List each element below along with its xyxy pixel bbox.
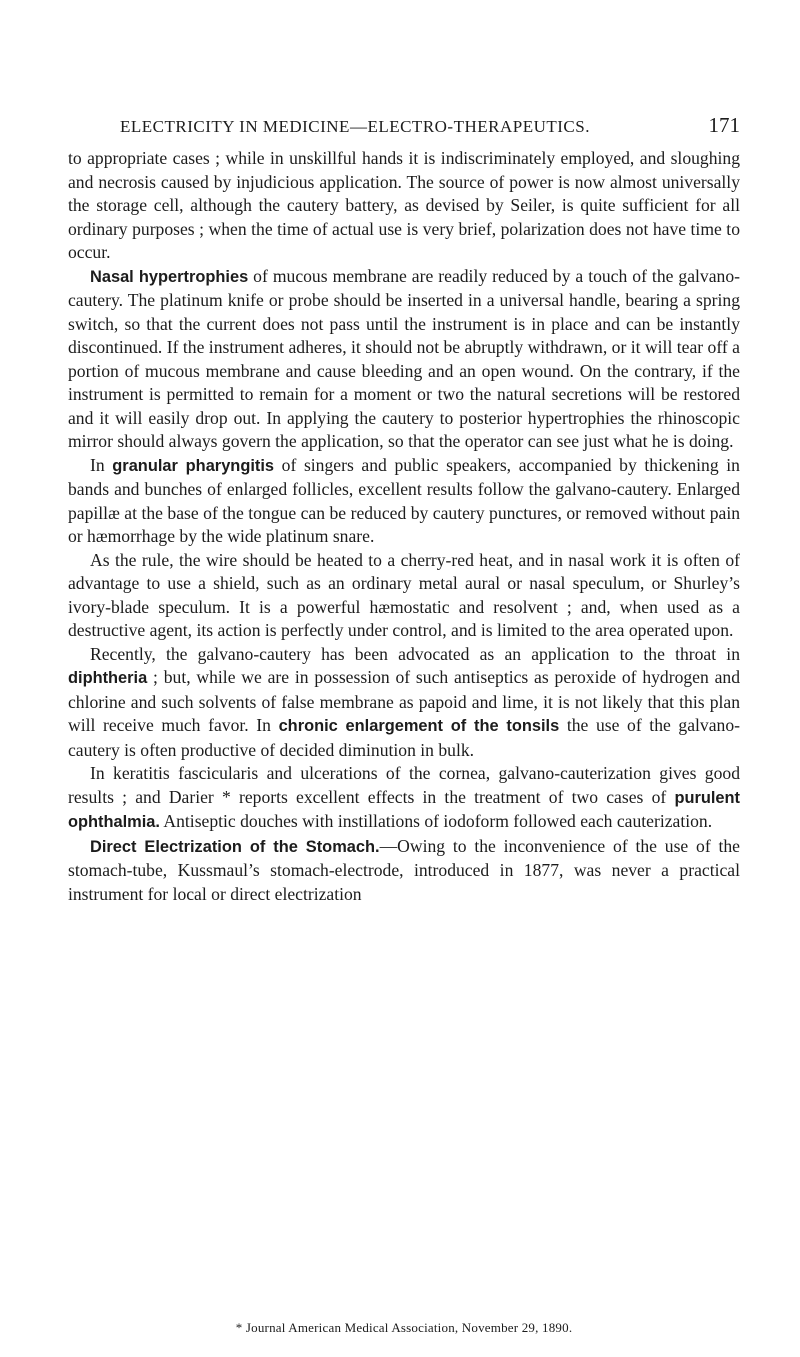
bold-term: chronic enlargement of the tonsils — [278, 717, 560, 735]
text-run: In — [90, 454, 113, 475]
bold-term: diphtheria — [68, 669, 148, 687]
text-run: the use of the galvano-cautery is often productive of decided diminution in bulk. — [68, 715, 740, 760]
text-run: of mucous membrane are readily reduced by a touch of the galvano-cautery. The platinum knife or probe should be inserted in a universal handle, bearing a spring switch, so that the current does not pass until the instrument is in place and can be instantly discontinued. If the instrument adheres, it should not be abruptly withdrawn, or it will tear off a portion of mucous membrane and cause bleeding and an open wound. On the contrary, if the instrument is permitted to remain for a moment or two the natural secretions will be restored and it will easily drop out. In applying the cautery to posterior hypertrophies the rhinoscopic mirror should always govern the application, so that the operator can see just what he is doing. — [68, 265, 740, 451]
text-run: As the rule, the wire should be heated to a cherry-red heat, and in nasal work it is often of advantage to use a shield, such as an ordinary metal aural or nasal speculum, or Shurley’s ivory-blade speculum. It is a powerful hæmostatic and resolvent ; and, when used as a destructive agent, its action is perfectly under control, and is limited to the area operated upon. — [68, 549, 740, 640]
text-run: Antiseptic douches with instillations of iodoform followed each cauterization. — [159, 811, 713, 831]
text-run: In keratitis fascicularis and ulcerations of the cornea, galvano-cauterization gives good results ; and Darier * reports excellent effects in the treatment of two cases of — [68, 763, 740, 807]
paragraph — [68, 454, 740, 549]
paragraph — [68, 265, 740, 454]
bold-term: purulent ophthalmia. — [68, 788, 740, 831]
running-title: ELECTRICITY IN MEDICINE—ELECTRO-THERAPEUTICS. — [120, 117, 590, 136]
text-run: Recently, the galvano-cautery has been advocated as an application to the throat in — [90, 643, 740, 664]
page-number: 171 — [708, 113, 740, 137]
bold-term: Nasal hypertrophies — [90, 267, 249, 286]
footnote: * Journal American Medical Association, November 29, 1890. — [235, 1320, 573, 1335]
paragraph — [68, 762, 740, 835]
text-run: —Owing to the inconvenience of the use of the stomach-tube, Kussmaul’s stomach-electrode, introduced in 1877, was never a practical instrument for local or direct electrization — [68, 835, 740, 904]
text-run: to appropriate cases ; while in unskillful hands it is indiscriminately employed, and sloughing and necrosis caused by injudicious application. The source of power is now almost universally the storage cell, although the cautery battery, as devised by Seiler, is quite sufficient for all ordinary purposes ; when the time of actual use is very brief, polarization does not have time to occur. — [68, 148, 740, 262]
bold-term: granular pharyngitis — [112, 456, 275, 475]
paragraph — [68, 835, 740, 907]
paragraph — [68, 643, 740, 763]
bold-term: Direct Electrization of the Stomach. — [90, 837, 380, 856]
body-text — [68, 147, 740, 906]
text-run: of singers and public speakers, accompanied by thickening in bands and bunches of enlarged follicles, excellent results follow the galvano-cautery. Enlarged papillæ at the base of the tongue can be reduced by cautery punctures, or removed without pain or hæmorrhage by the wide platinum snare. — [68, 454, 740, 546]
text-run: ; but, while we are in possession of such antiseptics as peroxide of hydrogen and chlorine and such solvents of false membrane as papoid and lime, it is not likely that this plan will receive much favor. In — [68, 667, 740, 735]
paragraph — [68, 147, 740, 265]
paragraph — [68, 549, 740, 643]
